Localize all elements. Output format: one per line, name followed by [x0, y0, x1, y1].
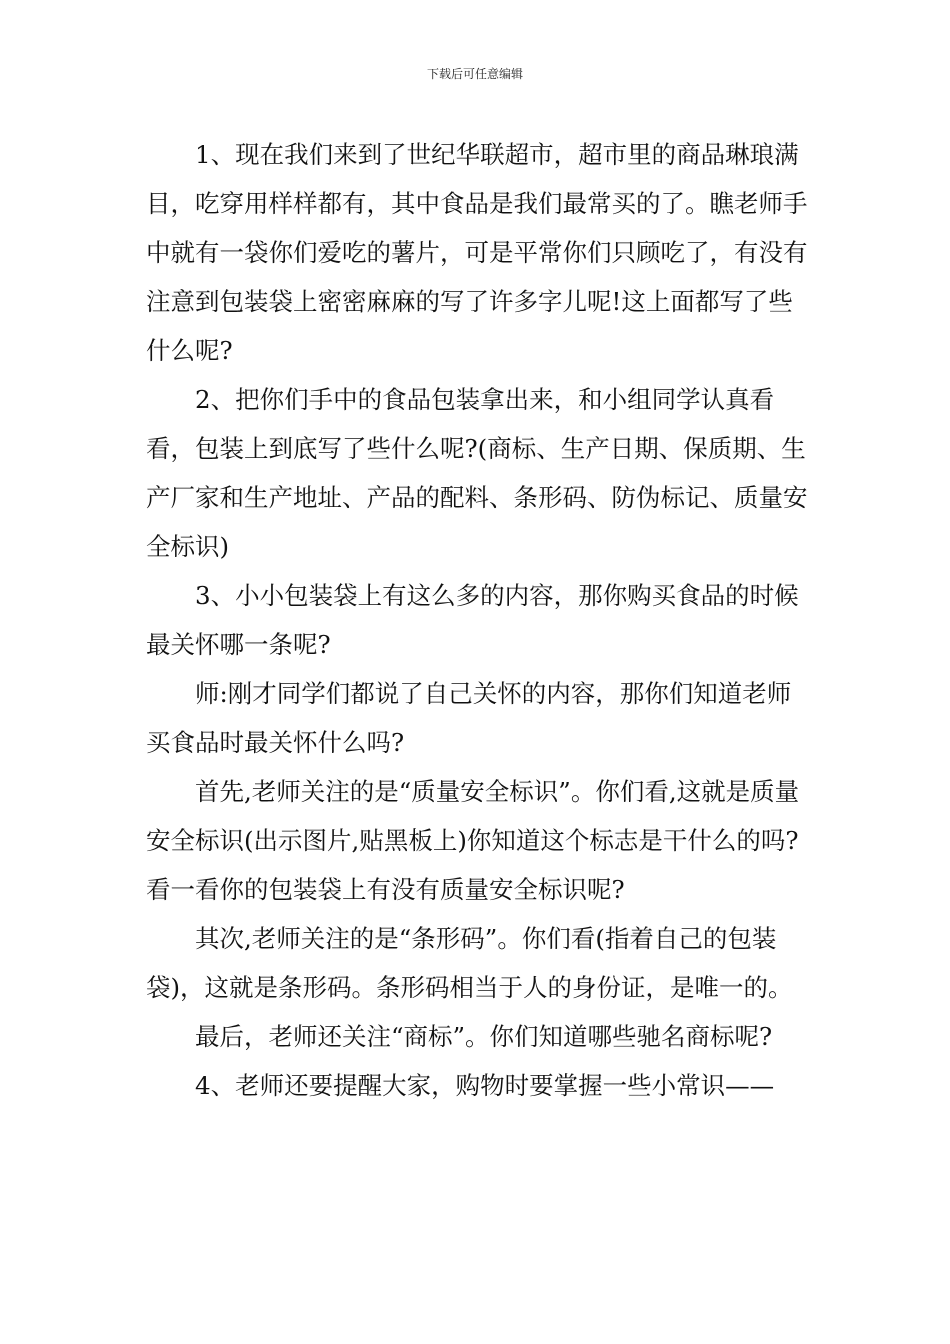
paragraph-2: 2、把你们手中的食品包装拿出来，和小组同学认真看看，包装上到底写了些什么呢?(商标、生产日期、保质期、生产厂家和生产地址、产品的配料、条形码、防伪标记、质量安全标识) [146, 385, 808, 561]
paragraph-4: 师:刚才同学们都说了自己关怀的内容，那你们知道老师买食品时最关怀什么吗? [146, 679, 792, 757]
paragraph-7: 最后，老师还关注“商标”。你们知道哪些驰名商标呢? [195, 1022, 773, 1051]
document-body [146, 130, 810, 1110]
paragraph-3: 3、小小包装袋上有这么多的内容，那你购买食品的时候最关怀哪一条呢? [146, 581, 799, 659]
page-header-note: 下载后可任意编辑 [426, 67, 523, 81]
paragraph-6: 其次,老师关注的是“条形码”。你们看(指着自己的包装袋)，这就是条形码。条形码相当于人的身份证，是唯一的。 [146, 924, 793, 1002]
paragraph-8: 4、老师还要提醒大家，购物时要掌握一些小常识—— [195, 1071, 775, 1100]
paragraph-1: 1、现在我们来到了世纪华联超市，超市里的商品琳琅满目，吃穿用样样都有，其中食品是我们最常买的了。瞧老师手中就有一袋你们爱吃的薯片，可是平常你们只顾吃了，有没有注意到包装袋上密密麻麻的写了许多字儿呢!这上面都写了些什么呢? [146, 140, 808, 365]
paragraph-5: 首先,老师关注的是“质量安全标识”。你们看,这就是质量安全标识(出示图片,贴黑板上)你知道这个标志是干什么的吗?看一看你的包装袋上有没有质量安全标识呢? [146, 777, 800, 904]
